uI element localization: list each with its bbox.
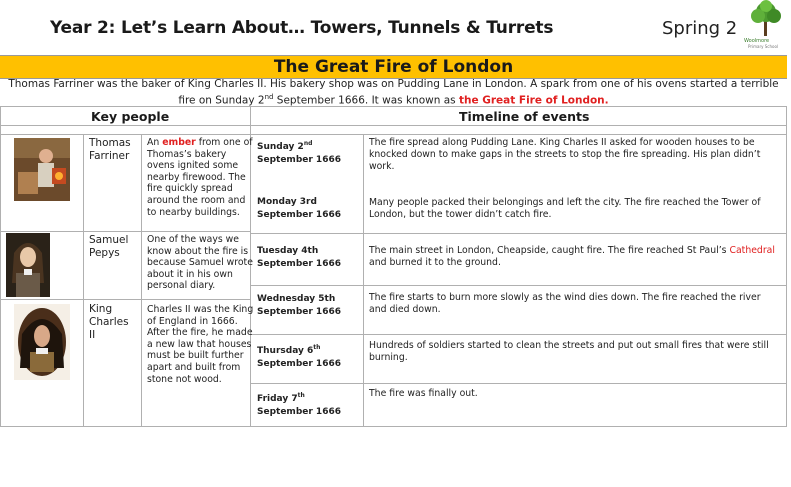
event-description: The fire was finally out. bbox=[369, 388, 478, 399]
event-description: Many people packed their belongings and left the city. The fire reached the Tower of London, but the tower didn’t catch fire. bbox=[369, 197, 761, 220]
divider bbox=[0, 106, 787, 107]
intro-sup: nd bbox=[264, 93, 274, 101]
divider bbox=[0, 106, 1, 427]
person-description: One of the ways we know about the fire is because Samuel wrote about it in his own personal diary. bbox=[147, 234, 253, 292]
divider bbox=[251, 383, 787, 384]
page-title: Year 2: Let’s Learn About… Towers, Tunnels & Turrets bbox=[50, 18, 554, 38]
event-date: Sunday 2nd September 1666 bbox=[257, 140, 341, 165]
thomas-farriner-portrait bbox=[14, 138, 70, 201]
intro-paragraph bbox=[0, 78, 787, 106]
divider bbox=[141, 134, 142, 427]
divider bbox=[0, 125, 787, 126]
person-description: An ember from one of Thomas’s bakery ovens ignited some nearby firewood. The fire quickly spread around the room and to nearby buildings. bbox=[147, 137, 253, 218]
person-name: Samuel Pepys bbox=[89, 234, 129, 259]
divider bbox=[0, 299, 251, 300]
person-name: King Charles II bbox=[89, 303, 129, 341]
topic-banner: The Great Fire of London bbox=[0, 55, 787, 79]
king-charles-ii-portrait bbox=[14, 304, 70, 380]
person-name: Thomas Farriner bbox=[89, 137, 131, 162]
divider bbox=[0, 134, 787, 135]
event-description: The main street in London, Cheapside, caught fire. The fire reached St Paul’s Cathedral and burned it to the ground. bbox=[369, 245, 775, 268]
event-date: Friday 7th September 1666 bbox=[257, 392, 341, 417]
event-date: Wednesday 5th September 1666 bbox=[257, 294, 341, 317]
divider bbox=[251, 285, 787, 286]
divider bbox=[251, 233, 787, 234]
timeline-heading: Timeline of events bbox=[459, 109, 590, 124]
divider bbox=[0, 231, 251, 232]
cathedral-highlight: Cathedral bbox=[729, 245, 775, 256]
samuel-pepys-portrait bbox=[6, 233, 50, 297]
event-description: The fire starts to burn more slowly as the wind dies down. The fire reached the river and died down. bbox=[369, 292, 761, 315]
divider bbox=[786, 106, 787, 427]
logo-subtitle: Primary School bbox=[748, 44, 779, 49]
intro-text-middle: September 1666. It was known as bbox=[273, 94, 459, 107]
person-description: Charles II was the King of England in 1666. After the fire, he made a new law that houses must be built further apart and built from stone not wood. bbox=[147, 304, 254, 385]
logo-name: Woolmore bbox=[744, 38, 770, 44]
intro-text: Thomas Farriner was the baker of King Charles II. His bakery shop was on Pudding Lane in London. A spark from one of his ovens started a terrible fire on Sunday 2 bbox=[8, 78, 779, 107]
ember-highlight: ember bbox=[162, 137, 196, 148]
event-description: The fire spread along Pudding Lane. King Charles II asked for wooden houses to be knocked down to make gaps in the streets to stop the fire spreading. His plan didn’t work. bbox=[369, 137, 761, 172]
divider bbox=[83, 134, 84, 427]
key-people-heading: Key people bbox=[91, 109, 170, 124]
intro-highlight: the Great Fire of London. bbox=[458, 94, 609, 107]
term-label: Spring 2 bbox=[662, 18, 738, 39]
event-date: Tuesday 4th September 1666 bbox=[257, 246, 341, 269]
divider bbox=[251, 334, 787, 335]
divider bbox=[0, 426, 787, 427]
event-date: Monday 3rd September 1666 bbox=[257, 197, 341, 220]
event-date: Thursday 6th September 1666 bbox=[257, 344, 341, 369]
event-description: Hundreds of soldiers started to clean the streets and put out small fires that were still burning. bbox=[369, 340, 769, 363]
